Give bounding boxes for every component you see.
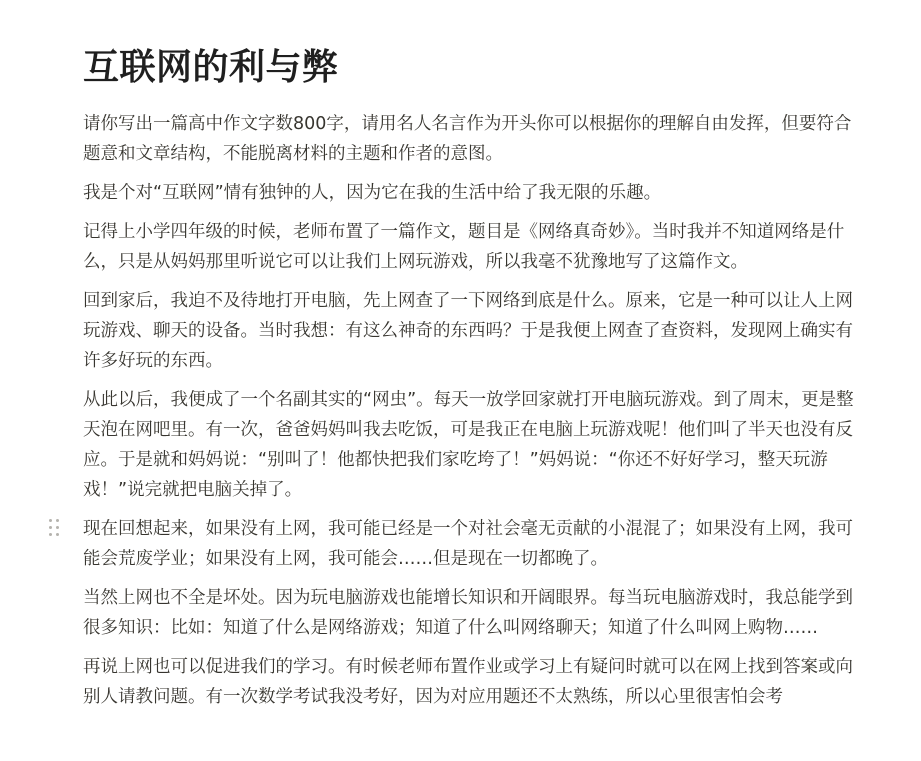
paragraph-reflection[interactable]: 现在回想起来，如果没有上网，我可能已经是一个对社会毫无贡献的小混混了；如果没有上网，我可能会荒废学业；如果没有上网，我可能会……但是现在一切都晚了。 (83, 519, 853, 569)
paragraph-benefits[interactable]: 当然上网也不全是坏处。因为玩电脑游戏也能增长知识和开阔眼界。每当玩电脑游戏时，我总能学到很多知识：比如：知道了什么是网络游戏；知道了什么叫网络聊天；知道了什么叫网上购物…… (83, 588, 853, 638)
paragraph-first-online[interactable]: 回到家后，我迫不及待地打开电脑，先上网查了一下网络到底是什么。原来，它是一种可以让人上网玩游戏、聊天的设备。当时我想：有这么神奇的东西吗？于是我便上网查了查资料，发现网上确实有许多好玩的东西。 (83, 291, 853, 371)
document-page (83, 0, 863, 721)
paragraph-internet-addict[interactable]: 从此以后，我便成了一个名副其实的“网虫”。每天一放学回家就打开电脑玩游戏。到了周末，更是整天泡在网吧里。有一次，爸爸妈妈叫我去吃饭，可是我正在电脑上玩游戏呢！他们叫了半天也没有反应。于是就和妈妈说：“别叫了！他都快把我们家吃垮了！”妈妈说：“你还不好好学习，整天玩游戏！”说完就把电脑关掉了。 (83, 390, 854, 500)
paragraph-intro[interactable]: 我是个对“互联网”情有独钟的人，因为它在我的生活中给了我无限的乐趣。 (83, 183, 662, 203)
paragraph-study[interactable]: 再说上网也可以促进我们的学习。有时候老师布置作业或学习上有疑问时就可以在网上找到答案或向别人请教问题。有一次数学考试我没考好，因为对应用题还不太熟练，所以心里很害怕会考 (83, 657, 853, 707)
page-title[interactable]: 互联网的利与弊 (83, 47, 339, 88)
paragraph-reflection-block[interactable] (83, 514, 863, 574)
document-body (83, 109, 863, 712)
drag-handle-icon[interactable] (49, 519, 63, 539)
paragraph-memory[interactable]: 记得上小学四年级的时候，老师布置了一篇作文，题目是《网络真奇妙》。当时我并不知道网络是什么，只是从妈妈那里听说它可以让我们上网玩游戏，所以我毫不犹豫地写了这篇作文。 (83, 222, 845, 272)
paragraph-prompt[interactable]: 请你写出一篇高中作文字数800字，请用名人名言作为开头你可以根据你的理解自由发挥，但要符合题意和文章结构，不能脱离材料的主题和作者的意图。 (83, 114, 852, 164)
